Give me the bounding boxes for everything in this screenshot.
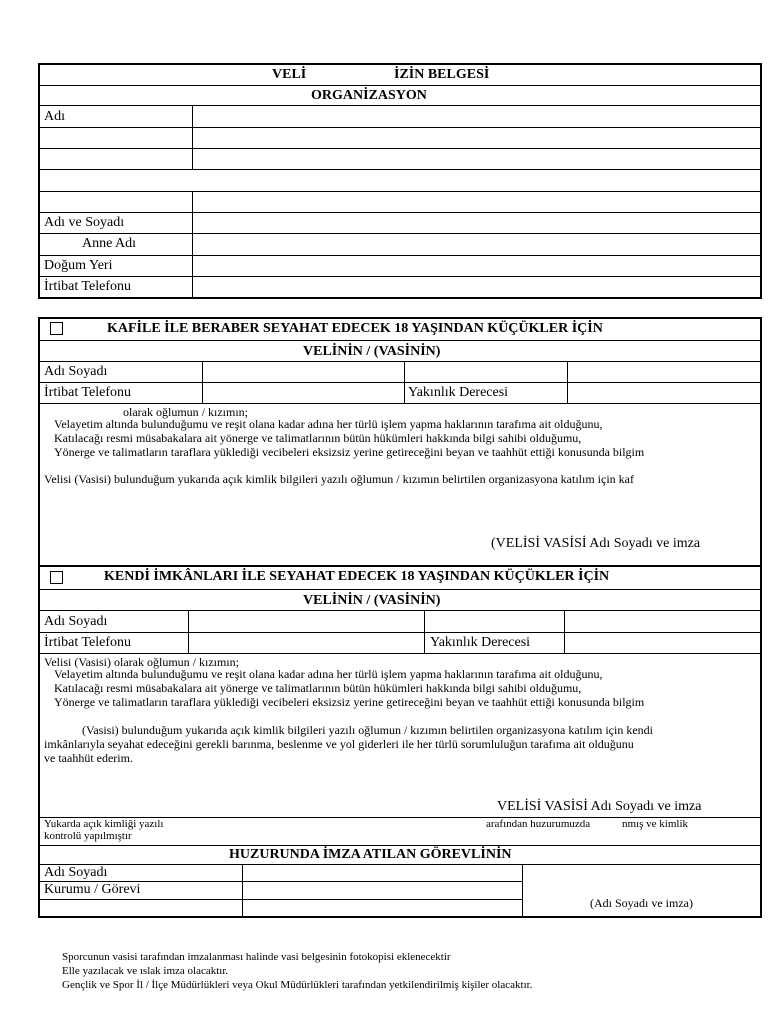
kafile-title: KAFİLE İLE BERABER SEYAHAT EDECEK 18 YAŞINDAN KÜÇÜKLER İÇİN (107, 321, 603, 336)
kendi-text-line: imkânlarıyla seyahat edeceğini gerekli barınma, beslenme ve yol giderleri ile her türlü sorumluluğun tarafıma ait olduğunu (44, 737, 634, 751)
footnote: Gençlik ve Spor İl / İlçe Müdürlükleri veya Okul Müdürlükleri tarafından yetkilendirilmiş kişiler olacaktır. (62, 979, 533, 991)
gorevli-field-row-3[interactable] (243, 900, 521, 916)
kafile-text-line: Velisi (Vasisi) bulunduğum yukarıda açık kimlik bilgileri yazılı oğlumun / kızımın belirtilen organizasyona katılım için kaf (44, 472, 634, 486)
kafile-text-line: Yönerge ve talimatların taraflara yüklediği vecibeleri eksizsiz yerine getireceğini beyan ve taahhüt ettiği konusunda bilgim (54, 445, 645, 459)
control-text-left-2: kontrolü yapılmıştır (44, 830, 132, 842)
kafile-signature: (VELİSİ VASİSİ Adı Soyadı ve imza (491, 536, 701, 551)
title-izin-belgesi: İZİN BELGESİ (394, 67, 490, 82)
kafile-field-yakinlik[interactable] (568, 383, 759, 403)
gorevli-field-adi-soyadi[interactable] (243, 865, 521, 881)
gorevli-field-kurumu[interactable] (243, 882, 521, 898)
kafile-velinin-title: VELİNİN / (VASİNİN) (303, 344, 441, 359)
field-row-3[interactable] (193, 149, 759, 169)
kafile-label-irtibat: İrtibat Telefonu (44, 385, 132, 400)
control-text-left-1: Yukarda açık kimliği yazılı (44, 818, 164, 830)
kafile-checkbox[interactable] (50, 322, 63, 335)
title-veli: VELİ (272, 67, 307, 82)
gorevli-signature-label: (Adı Soyadı ve imza) (590, 896, 693, 910)
kendi-text-line: Velisi (Vasisi) olarak oğlumun / kızımın; (44, 655, 239, 669)
kendi-imkan-checkbox[interactable] (50, 571, 63, 584)
kendi-imkan-title: KENDİ İMKÂNLARI İLE SEYAHAT EDECEK 18 YAŞINDAN KÜÇÜKLER İÇİN (104, 569, 610, 584)
kafile-label-adi-soyadi: Adı Soyadı (44, 364, 108, 379)
kendi-label-irtibat: İrtibat Telefonu (44, 635, 132, 650)
label-dogum-yeri: Doğum Yeri (44, 258, 113, 273)
title-organizasyon: ORGANİZASYON (311, 88, 427, 103)
gorevli-label-adi-soyadi: Adı Soyadı (44, 865, 108, 880)
kafile-text-line: Velayetim altında bulunduğumu ve reşit olana kadar adına her türlü işlem yapma haklarının tarafıma ait olduğunu, (54, 417, 603, 431)
kendi-field-irtibat[interactable] (189, 633, 423, 653)
label-adi: Adı (44, 109, 65, 124)
kendi-field-yakinlik[interactable] (565, 633, 759, 653)
field-dogum-yeri[interactable] (193, 256, 759, 276)
field-adi-ve-soyadi[interactable] (193, 213, 759, 233)
kendi-field-adi-soyadi[interactable] (189, 611, 759, 631)
kafile-text-line: olarak oğlumun / kızımın; (123, 405, 248, 419)
field-irtibat-telefonu[interactable] (193, 277, 759, 297)
label-anne-adi: Anne Adı (82, 236, 137, 251)
kendi-imkan-velinin-title: VELİNİN / (VASİNİN) (303, 593, 441, 608)
kendi-text-line: ve taahhüt ederim. (44, 751, 133, 765)
gorevli-title: HUZURUNDA İMZA ATILAN GÖREVLİNİN (229, 847, 512, 862)
label-irtibat-telefonu: İrtibat Telefonu (44, 279, 132, 294)
kafile-text-line: Katılacağı resmi müsabakalara ait yönerge ve talimatlarının bütün hükümleri hakkında bilgi sahibi olduğumu, (54, 431, 582, 445)
kafile-label-yakinlik: Yakınlık Derecesi (408, 385, 509, 400)
gorevli-label-kurumu: Kurumu / Görevi (44, 882, 141, 897)
kendi-text-line: Katılacağı resmi müsabakalara ait yönerge ve talimatlarının bütün hükümleri hakkında bilgi sahibi olduğumu, (54, 681, 582, 695)
field-row-4[interactable] (40, 170, 760, 190)
kafile-field-irtibat[interactable] (203, 383, 403, 403)
kafile-field-adi-soyadi[interactable] (203, 362, 759, 382)
field-anne-adi[interactable] (193, 234, 759, 254)
control-text-mid: arafından huzurumuzda (486, 818, 591, 830)
kendi-label-adi-soyadi: Adı Soyadı (44, 614, 108, 629)
label-adi-ve-soyadi: Adı ve Soyadı (44, 215, 125, 230)
kendi-text-line: Velayetim altında bulunduğumu ve reşit olana kadar adına her türlü işlem yapma haklarının tarafıma ait olduğunu, (54, 667, 603, 681)
kendi-text-line: Yönerge ve talimatların taraflara yüklediği vecibeleri eksizsiz yerine getireceğini beyan ve taahhüt ettiği konusunda bilgim (54, 695, 645, 709)
footnote: Elle yazılacak ve ıslak imza olacaktır. (62, 965, 229, 977)
field-row-5[interactable] (193, 192, 759, 212)
control-text-right: nmış ve kimlik (622, 818, 688, 830)
kendi-text-line: (Vasisi) bulunduğum yukarıda açık kimlik bilgileri yazılı oğlumun / kızımın belirtilen organizasyona katılım için kendi (82, 723, 654, 737)
footnote: Sporcunun vasisi tarafından imzalanması halinde vasi belgesinin fotokopisi eklenecektir (62, 951, 451, 963)
kendi-label-yakinlik: Yakınlık Derecesi (430, 635, 531, 650)
field-adi[interactable] (193, 106, 759, 126)
kendi-signature: VELİSİ VASİSİ Adı Soyadı ve imza (497, 799, 702, 814)
field-row-2[interactable] (193, 128, 759, 148)
